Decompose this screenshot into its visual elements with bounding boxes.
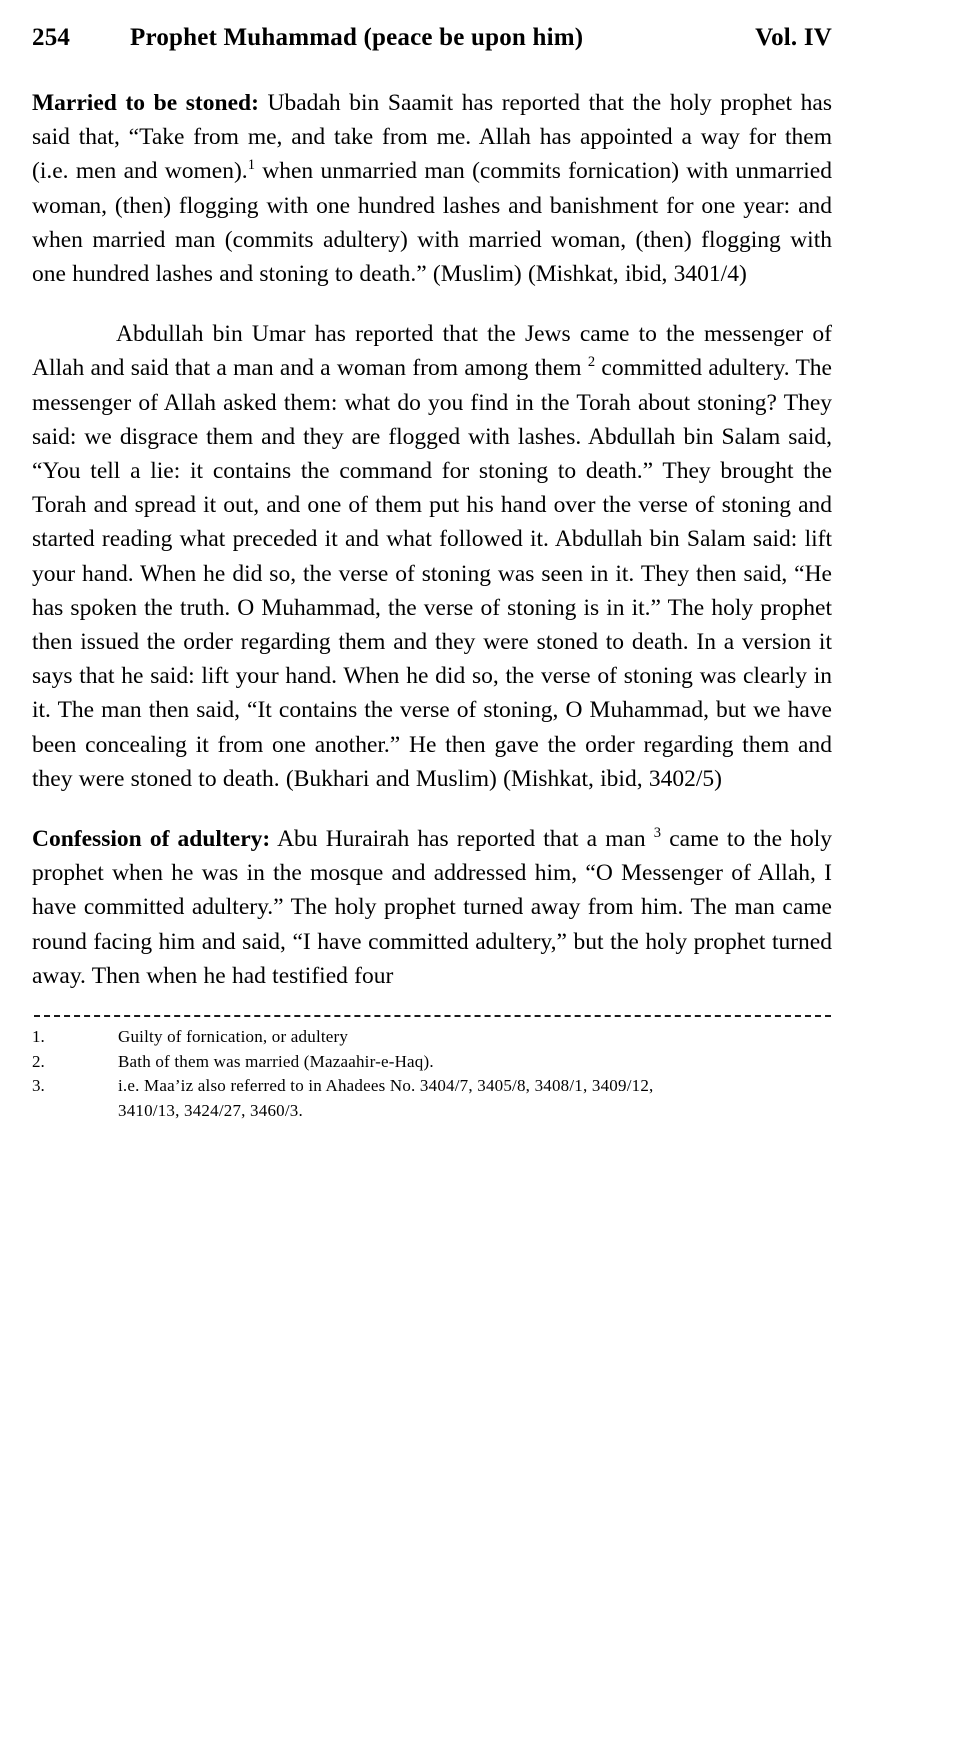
footnote-number: 1. (32, 1027, 45, 1047)
paragraph-lead-in: Married to be stoned: (32, 90, 259, 116)
footnote-ref-2: 2 (587, 354, 596, 371)
paragraph-text: Abdullah bin Umar has reported that the Jews came to the messenger of Allah and said that a man and a woman from among them (32, 321, 832, 382)
footnote-text (118, 1074, 832, 1123)
footnote-list (32, 1025, 832, 1123)
paragraph-text: Ubadah bin Saamit has reported that the holy prophet has said that, “Take from me, and take from me. Allah has appointed a way for them (i.e. men and women). (32, 90, 832, 185)
page-content (32, 24, 832, 1123)
footnote-text-line1: i.e. Maa’iz also referred to in Ahadees No. 3404/7, 3405/8, 3408/1, 3409/12, (118, 1076, 654, 1096)
footnote-text: Guilty of fornication, or adultery (118, 1027, 349, 1047)
footnote-ref-1: 1 (247, 157, 255, 174)
footnote-number: 3. (32, 1076, 45, 1096)
footnote-item (32, 1050, 832, 1075)
paragraph-lead-in: Confession of adultery: (32, 826, 271, 853)
footnote-number: 2. (32, 1051, 45, 1071)
book-title: Prophet Muhammad (peace be upon him) (130, 24, 584, 51)
page-header (32, 24, 832, 52)
paragraph-married-to-be-stoned (32, 86, 832, 291)
paragraph-text-cont: when unmarried man (commits fornication) with unmarried woman, (then) flogging with one hundred lashes and banishment for one year: and when married man (commits adultery) with married woman, (then) flogging with one hundred lashes and stoning to death.” (Muslim) (Mishkat, ibid, 3401/4) (32, 158, 832, 288)
footnote-ref-3: 3 (653, 825, 662, 842)
paragraph-confession-of-adultery (32, 822, 832, 993)
volume-label: Vol. IV (755, 24, 832, 51)
footnote-divider (34, 1015, 831, 1017)
paragraph-text-cont: came to the holy prophet when he was in the mosque and addressed him, “O Messenger of Allah, I have committed adultery.” The holy prophet turned away from him. The man came round facing him and said, “I have committed adultery,” but the holy prophet turned away. Then when he had testified four (32, 826, 832, 989)
footnote-text-line2: 3410/13, 3424/27, 3460/3. (118, 1100, 303, 1120)
paragraph-abdullah-bin-umar (32, 317, 832, 796)
page-number: 254 (32, 24, 71, 51)
footnote-text: Bath of them was married (Mazaahir-e-Haq). (118, 1051, 434, 1071)
paragraph-text-cont: committed adultery. The messenger of Allah asked them: what do you find in the Torah about stoning? They said: we disgrace them and they are flogged with lashes. Abdullah bin Salam said, “You tell a lie: it contains the command for stoning to death.” They brought the Torah and spread it out, and one of them put his hand over the verse of stoning and started reading what preceded it and what followed it. Abdullah bin Salam said: lift your hand. When he did so, the verse of stoning was seen in it. They then said, “He has spoken the truth. O Muhammad, the verse of stoning is in it.” The holy prophet then issued the order regarding them and they were stoned to death. In a version it says that he said: lift your hand. When he did so, the verse of stoning was clearly in it. The man then said, “It contains the verse of stoning, O Muhammad, but we have been concealing it from one another.” He then gave the order regarding them and they were stoned to death. (Bukhari and Muslim) (Mishkat, ibid, 3402/5) (32, 355, 832, 792)
paragraph-text: Abu Hurairah has reported that a man (270, 826, 654, 853)
footnote-item (32, 1074, 832, 1123)
footnote-item (32, 1025, 832, 1050)
